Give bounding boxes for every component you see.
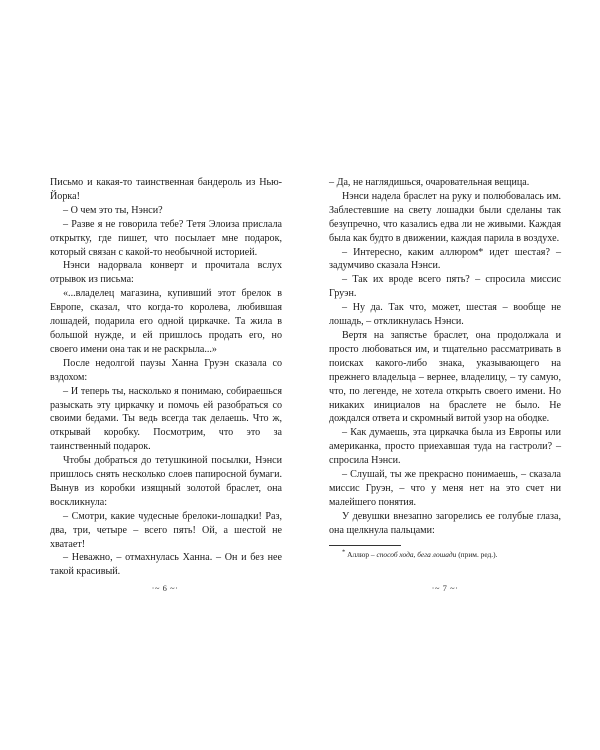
paragraph: Нэнси надорвала конверт и прочитала вслух отрывок из письма: [50,260,282,286]
paragraph: – Слушай, ты же прекрасно понимаешь, – сказала миссис Груэн, – что у меня нет на это счет ни малейшего понятия. [329,469,561,508]
paragraph: – И теперь ты, насколько я понимаю, собираешься разыскать эту циркачку и помочь ей разобраться со своими бедами. Ты ведь всегда так делаешь. Что ж, открывай коробку. Посмотрим, что это за таинственный подарок. [50,385,282,453]
folio-ornament: ~· [170,583,179,593]
page-number: 7 [442,583,448,593]
folio-ornament: ·~ [151,583,160,593]
footnote [329,550,561,560]
footnote-note: (прим. ред.). [458,549,498,559]
paragraph: – Неважно, – отмахнулась Ханна. – Он и без нее такой красивый. [50,552,282,578]
paragraph: – Разве я не говорила тебе? Тетя Элоиза прислала открытку, где пишет, что посылает мне подарок, который связан с какой-то необычной историей. [50,218,282,258]
left-page [50,176,282,579]
paragraph: – Ну да. Так что, может, шестая – вообще не лошадь, – откликнулась Нэнси. [329,302,561,328]
page-number-left [135,583,195,593]
page-number: 6 [162,583,168,593]
paragraph: Чтобы добраться до тетушкиной посылки, Нэнси пришлось снять несколько слоев папиросной бумаги. Вынув из коробки изящный золотой браслет, она воскликнула: [50,455,282,508]
page-number-right [415,583,475,593]
paragraph: Вертя на запястье браслет, она продолжала и просто любоваться им, и тщательно рассматривать в поисках какого-либо знака, указывающего на прежнего владельца – вернее, владелицу, – ту самую, что, по легенде, не хотела открыть своего имени. Но никаких инициалов на браслете не было. Не дождался ответа и скромный витой узор на ободке. [329,329,561,425]
paragraph: – Интересно, каким аллюром* идет шестая? – задумчиво сказала Нэнси. [329,246,561,272]
paragraph: У девушки внезапно загорелись ее голубые глаза, она щелкнула пальцами: [329,510,561,536]
folio-ornament: ~· [450,583,459,593]
right-page [329,176,561,560]
footnote-divider [329,545,401,546]
paragraph: Нэнси надела браслет на руку и полюбовалась им. Заблестевшие на свету лошадки были сделаны так безупречно, что казались едва ли не живыми. Каждая была как будто в движении, каждая парила в воздухе. [329,190,561,244]
footnote-marker: * [342,548,346,556]
folio-ornament: ·~ [431,583,440,593]
footnote-term: Аллюр – [347,549,375,559]
paragraph: После недолгой паузы Ханна Груэн сказала со вздохом: [50,357,282,383]
footnote-definition: способ хода, бега лошади [376,549,457,559]
paragraph: – Как думаешь, эта циркачка была из Европы или американка, просто приехавшая туда на гастроли? – спросила Нэнси. [329,427,561,467]
paragraph: – Смотри, какие чудесные брелоки-лошадки! Раз, два, три, четыре – всего пять! Ой, а шестой не хватает! [50,510,282,550]
paragraph: – Так их вроде всего пять? – спросила миссис Груэн. [329,274,561,300]
paragraph: Письмо и какая-то таинственная бандероль из Нью-Йорка! [50,177,282,202]
paragraph: «...владелец магазина, купивший этот брелок в Европе, сказал, что когда-то королева, любившая лошадей, подарила его одной циркачке. Та жила в большой нужде, и ей пришлось продать его, но своего имени она так и не раскрыла...» [50,288,282,355]
paragraph: – О чем это ты, Нэнси? [63,204,163,216]
paragraph: – Да, не наглядишься, очаровательная вещица. [329,177,530,188]
